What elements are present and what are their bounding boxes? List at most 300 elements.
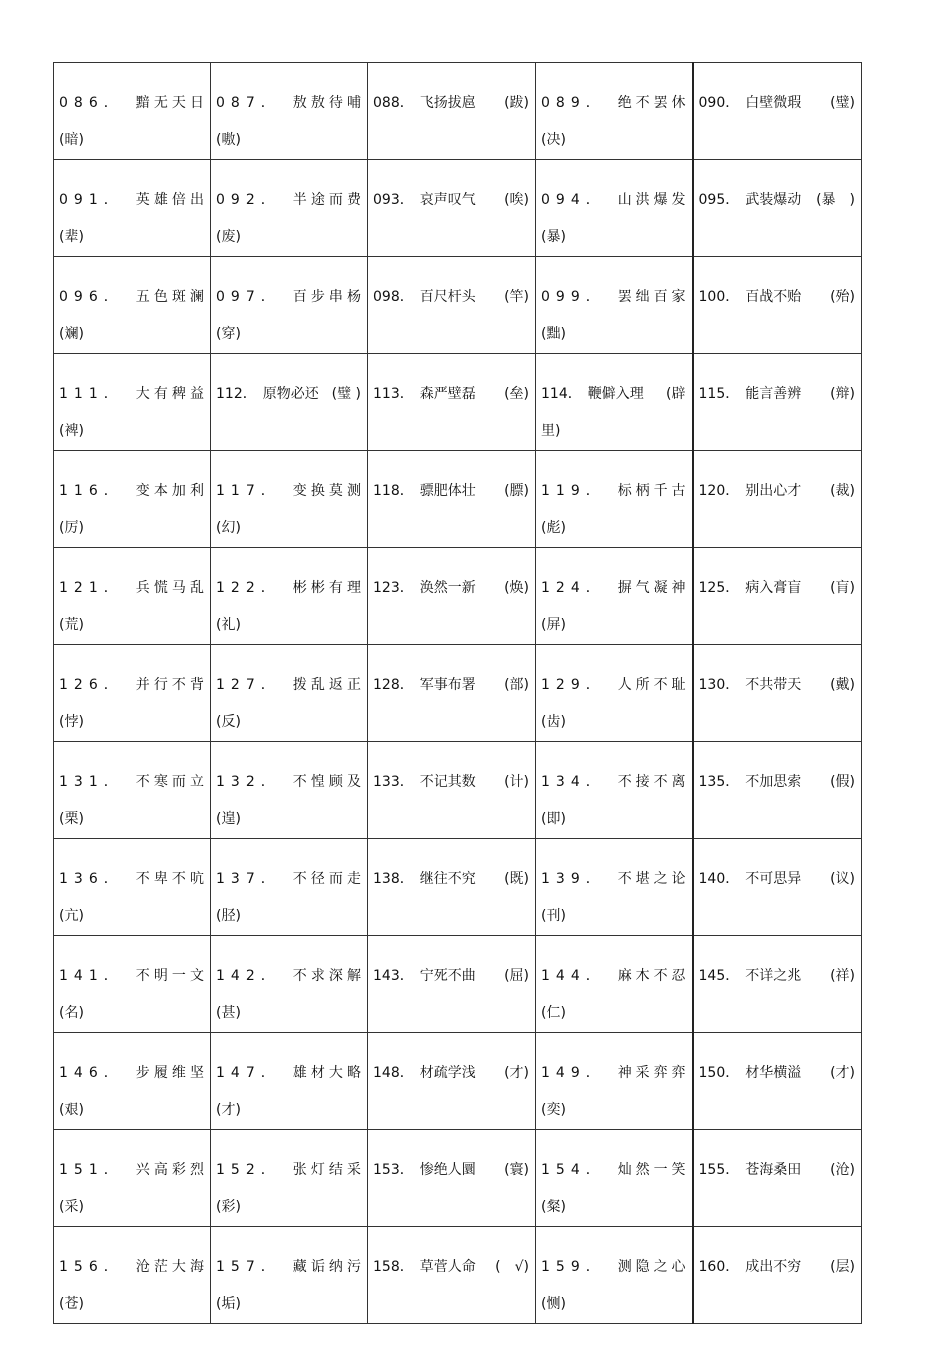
entry-number: 112． — [216, 386, 257, 402]
idiom-text: 森严壁磊 — [419, 386, 476, 402]
correct-character-line: 里) — [541, 423, 561, 439]
entry-number: 093． — [373, 192, 414, 208]
idiom-cell — [211, 257, 368, 354]
correct-character-line: (亢) — [59, 908, 84, 924]
entry-first-line — [541, 1249, 686, 1286]
entry-first-line — [216, 667, 361, 704]
correct-character-line: (废) — [216, 229, 241, 245]
idiom-text: 兵慌马乱 — [135, 580, 204, 596]
entry-first-line — [699, 958, 856, 995]
idiom-text: 成出不穷 — [745, 1259, 802, 1275]
idiom-cell — [368, 354, 536, 451]
correct-character-line: (幻) — [216, 520, 241, 536]
entry-number: 138． — [373, 871, 414, 887]
idiom-entry — [368, 1033, 535, 1092]
entry-first-line — [373, 85, 529, 122]
idiom-entry — [211, 160, 367, 256]
idiom-entry — [211, 1227, 367, 1323]
entry-number: 153． — [373, 1162, 414, 1178]
entry-first-line — [373, 376, 529, 413]
idiom-entry — [536, 63, 692, 159]
entry-first-line — [373, 861, 529, 898]
entry-number: 122． — [216, 580, 281, 596]
entry-first-line — [59, 861, 204, 898]
entry-first-line — [216, 570, 361, 607]
idiom-cell — [368, 160, 536, 257]
idiom-cell — [211, 839, 368, 936]
idiom-entry — [211, 1033, 367, 1129]
entry-number: 145． — [698, 968, 740, 984]
entry-number: 097． — [216, 289, 281, 305]
idiom-entry — [536, 354, 692, 450]
idiom-cell — [368, 742, 536, 839]
correct-character-line: (遑) — [216, 811, 241, 827]
idiom-entry — [694, 1130, 862, 1189]
idiom-text: 白壁微瑕 — [745, 95, 802, 111]
entry-number: 141． — [59, 968, 124, 984]
table-row — [54, 936, 862, 1033]
idiom-cell — [693, 451, 862, 548]
idiom-entry — [211, 1130, 367, 1226]
idiom-cell — [536, 1227, 693, 1324]
idiom-entry — [536, 645, 692, 741]
idiom-text: 鞭僻入理 — [587, 386, 644, 402]
idiom-entry — [694, 548, 862, 607]
idiom-text: 绝不罢休 — [617, 95, 686, 111]
correct-character: (才) — [504, 1065, 529, 1081]
idiom-text: 五色斑澜 — [135, 289, 204, 305]
idiom-text: 不惶顾及 — [292, 774, 361, 790]
entry-number: 118． — [373, 483, 414, 499]
correct-character: (屈) — [504, 968, 529, 984]
idiom-cell — [54, 63, 211, 160]
entry-number: 126． — [59, 677, 124, 693]
idiom-entry — [54, 1227, 210, 1323]
entry-first-line — [216, 376, 361, 413]
entry-first-line — [541, 958, 686, 995]
idiom-entry — [694, 257, 862, 316]
idiom-entry — [536, 1227, 692, 1323]
entry-number: 123． — [373, 580, 414, 596]
idiom-entry — [694, 1033, 862, 1092]
entry-number: 128． — [373, 677, 414, 693]
idiom-entry — [211, 451, 367, 547]
entry-first-line — [216, 279, 361, 316]
correct-character: (既) — [504, 871, 529, 887]
idiom-text: 百战不贻 — [745, 289, 802, 305]
entry-first-line — [216, 1249, 361, 1286]
idiom-text: 兴高彩烈 — [135, 1162, 204, 1178]
idiom-cell — [211, 354, 368, 451]
entry-first-line — [216, 473, 361, 510]
correct-character-line: (采) — [59, 1199, 84, 1215]
entry-first-line — [699, 764, 856, 801]
entry-first-line — [541, 376, 686, 413]
idiom-cell — [536, 160, 693, 257]
idiom-entry — [694, 1227, 862, 1286]
idiom-text: 不接不离 — [617, 774, 686, 790]
entry-first-line — [699, 861, 856, 898]
entry-number: 089． — [541, 95, 606, 111]
correct-character: (辟 — [666, 386, 686, 402]
idiom-correction-sheet — [53, 62, 861, 1324]
entry-number: 155． — [698, 1162, 740, 1178]
entry-first-line — [699, 279, 856, 316]
correct-character-line: (礼) — [216, 617, 241, 633]
correct-character-line: (彪) — [541, 520, 566, 536]
entry-number: 125． — [698, 580, 740, 596]
correct-character-line: (粲) — [541, 1199, 566, 1215]
entry-number: 156． — [59, 1259, 124, 1275]
entry-first-line — [59, 279, 204, 316]
entry-number: 137． — [216, 871, 281, 887]
entry-first-line — [541, 570, 686, 607]
idiom-cell — [368, 936, 536, 1033]
idiom-entry — [368, 63, 535, 122]
idiom-entry — [368, 257, 535, 316]
idiom-cell — [693, 1227, 862, 1324]
entry-first-line — [541, 861, 686, 898]
idiom-entry — [368, 1130, 535, 1189]
idiom-entry — [536, 936, 692, 1032]
idiom-text: 测隐之心 — [617, 1259, 686, 1275]
idiom-cell — [693, 1130, 862, 1227]
entry-number: 150． — [698, 1065, 740, 1081]
idiom-cell — [368, 645, 536, 742]
idiom-cell — [536, 257, 693, 354]
idiom-cell — [54, 1227, 211, 1324]
idiom-text: 张灯结采 — [292, 1162, 361, 1178]
idiom-text: 不卑不吭 — [135, 871, 204, 887]
correct-character-line: (胫) — [216, 908, 241, 924]
entry-first-line — [59, 85, 204, 122]
idiom-cell — [54, 1033, 211, 1130]
idiom-entry — [54, 936, 210, 1032]
correct-character-line: (嗷) — [216, 132, 241, 148]
correct-character-line: (斓) — [59, 326, 84, 342]
idiom-text: 哀声叹气 — [419, 192, 476, 208]
entry-first-line — [216, 85, 361, 122]
idiom-entry — [694, 645, 862, 704]
entry-number: 157． — [216, 1259, 281, 1275]
idiom-text: 材疏学浅 — [419, 1065, 476, 1081]
idiom-entry — [54, 839, 210, 935]
entry-first-line — [59, 958, 204, 995]
entry-number: 119． — [541, 483, 606, 499]
idiom-cell — [54, 936, 211, 1033]
idiom-text: 百尺杆头 — [419, 289, 476, 305]
idiom-entry — [536, 1130, 692, 1226]
entry-number: 099． — [541, 289, 606, 305]
idiom-text: 苍海桑田 — [745, 1162, 802, 1178]
correct-character: (层) — [830, 1259, 855, 1275]
idiom-cell — [211, 160, 368, 257]
entry-first-line — [541, 85, 686, 122]
entry-number: 158． — [373, 1259, 414, 1275]
correct-character: ( √) — [495, 1259, 529, 1275]
idiom-cell — [693, 257, 862, 354]
entry-first-line — [59, 570, 204, 607]
entry-first-line — [216, 1055, 361, 1092]
idiom-cell — [536, 742, 693, 839]
entry-number: 149． — [541, 1065, 606, 1081]
idiom-text: 摒气凝神 — [617, 580, 686, 596]
entry-number: 095． — [698, 192, 740, 208]
correct-character: (跋) — [504, 95, 529, 111]
correct-character-line: (悖) — [59, 714, 84, 730]
entry-first-line — [59, 182, 204, 219]
idiom-cell — [211, 742, 368, 839]
correct-character-line: (甚) — [216, 1005, 241, 1021]
idiom-cell — [693, 548, 862, 645]
idiom-cell — [693, 1033, 862, 1130]
idiom-cell — [693, 839, 862, 936]
idiom-text: 别出心才 — [745, 483, 802, 499]
entry-first-line — [699, 182, 856, 219]
entry-number: 087． — [216, 95, 281, 111]
idiom-text: 变本加利 — [135, 483, 204, 499]
idiom-text: 不可思异 — [745, 871, 802, 887]
idiom-entry — [211, 548, 367, 644]
correct-character-line: (垢) — [216, 1296, 241, 1312]
entry-number: 154． — [541, 1162, 606, 1178]
idiom-cell — [693, 63, 862, 160]
entry-number: 129． — [541, 677, 606, 693]
idiom-cell — [211, 1227, 368, 1324]
entry-number: 091． — [59, 192, 124, 208]
idiom-text: 大有稗益 — [135, 386, 204, 402]
entry-number: 135． — [698, 774, 740, 790]
idiom-entry — [536, 257, 692, 353]
entry-number: 148． — [373, 1065, 414, 1081]
idiom-text: 半途而费 — [292, 192, 361, 208]
idiom-text: 继往不究 — [419, 871, 476, 887]
idiom-cell — [368, 548, 536, 645]
idiom-table-body — [54, 63, 862, 1324]
correct-character-line: (彩) — [216, 1199, 241, 1215]
entry-first-line — [373, 473, 529, 510]
entry-first-line — [699, 1055, 856, 1092]
correct-character: (唉) — [504, 192, 529, 208]
idiom-text: 军事布署 — [419, 677, 476, 693]
correct-character-line: (荒) — [59, 617, 84, 633]
correct-character-line: (黜) — [541, 326, 566, 342]
idiom-cell — [368, 63, 536, 160]
entry-number: 139． — [541, 871, 606, 887]
idiom-entry — [211, 645, 367, 741]
entry-first-line — [699, 1152, 856, 1189]
correct-character: (璧 ) — [331, 386, 361, 402]
correct-character-line: (裨) — [59, 423, 84, 439]
idiom-text: 变换莫测 — [292, 483, 361, 499]
idiom-entry — [536, 742, 692, 838]
idiom-cell — [54, 257, 211, 354]
idiom-text: 涣然一新 — [419, 580, 476, 596]
idiom-cell — [536, 1130, 693, 1227]
entry-first-line — [541, 764, 686, 801]
entry-number: 147． — [216, 1065, 281, 1081]
idiom-entry — [54, 257, 210, 353]
entry-first-line — [59, 1152, 204, 1189]
table-row — [54, 742, 862, 839]
entry-first-line — [59, 1055, 204, 1092]
correct-character: (部) — [504, 677, 529, 693]
entry-first-line — [373, 570, 529, 607]
entry-first-line — [373, 667, 529, 704]
idiom-entry — [694, 936, 862, 995]
table-row — [54, 451, 862, 548]
idiom-cell — [211, 548, 368, 645]
entry-first-line — [373, 958, 529, 995]
entry-first-line — [373, 279, 529, 316]
correct-character: (暴 ) — [816, 192, 855, 208]
idiom-cell — [536, 839, 693, 936]
idiom-text: 不寒而立 — [135, 774, 204, 790]
entry-first-line — [699, 85, 856, 122]
idiom-cell — [693, 354, 862, 451]
idiom-entry — [368, 451, 535, 510]
entry-number: 113． — [373, 386, 414, 402]
idiom-cell — [54, 742, 211, 839]
idiom-entry — [54, 1033, 210, 1129]
idiom-text: 惨绝人圜 — [419, 1162, 476, 1178]
correct-character: (璧) — [830, 95, 855, 111]
entry-number: 086． — [59, 95, 124, 111]
idiom-entry — [368, 742, 535, 801]
entry-number: 132． — [216, 774, 281, 790]
idiom-entry — [211, 354, 367, 413]
entry-number: 144． — [541, 968, 606, 984]
correct-character: (才) — [830, 1065, 855, 1081]
entry-number: 136． — [59, 871, 124, 887]
correct-character-line: (仁) — [541, 1005, 566, 1021]
entry-number: 098． — [373, 289, 414, 305]
entry-first-line — [541, 473, 686, 510]
idiom-entry — [211, 936, 367, 1032]
entry-first-line — [373, 1249, 529, 1286]
idiom-entry — [694, 839, 862, 898]
table-row — [54, 645, 862, 742]
idiom-text: 不求深解 — [292, 968, 361, 984]
idiom-cell — [54, 548, 211, 645]
idiom-entry — [368, 160, 535, 219]
entry-first-line — [699, 570, 856, 607]
correct-character-line: (齿) — [541, 714, 566, 730]
entry-first-line — [59, 1249, 204, 1286]
entry-first-line — [373, 1055, 529, 1092]
entry-first-line — [59, 764, 204, 801]
idiom-cell — [54, 354, 211, 451]
idiom-cell — [54, 839, 211, 936]
entry-first-line — [216, 182, 361, 219]
correct-character-line: (奕) — [541, 1102, 566, 1118]
idiom-entry — [368, 354, 535, 413]
correct-character-line: (艰) — [59, 1102, 84, 1118]
idiom-entry — [368, 839, 535, 898]
idiom-entry — [368, 936, 535, 995]
idiom-cell — [536, 548, 693, 645]
idiom-entry — [54, 63, 210, 159]
idiom-table — [53, 62, 862, 1324]
idiom-text: 不详之兆 — [745, 968, 802, 984]
idiom-entry — [368, 645, 535, 704]
entry-number: 159． — [541, 1259, 606, 1275]
entry-first-line — [216, 764, 361, 801]
entry-first-line — [216, 958, 361, 995]
table-row — [54, 1130, 862, 1227]
correct-character: (膘) — [504, 483, 529, 499]
entry-first-line — [373, 182, 529, 219]
correct-character: (裁) — [830, 483, 855, 499]
correct-character: (沧) — [830, 1162, 855, 1178]
entry-first-line — [541, 279, 686, 316]
idiom-entry — [536, 548, 692, 644]
idiom-entry — [54, 354, 210, 450]
idiom-cell — [211, 1033, 368, 1130]
idiom-text: 山洪爆发 — [617, 192, 686, 208]
correct-character: (辩) — [830, 386, 855, 402]
correct-character-line: (辈) — [59, 229, 84, 245]
entry-number: 127． — [216, 677, 281, 693]
entry-number: 152． — [216, 1162, 281, 1178]
idiom-text: 不堪之论 — [617, 871, 686, 887]
idiom-cell — [693, 160, 862, 257]
entry-first-line — [699, 1249, 856, 1286]
idiom-cell — [693, 742, 862, 839]
entry-number: 092． — [216, 192, 281, 208]
idiom-entry — [694, 63, 862, 122]
idiom-entry — [368, 548, 535, 607]
entry-first-line — [373, 764, 529, 801]
entry-number: 121． — [59, 580, 124, 596]
correct-character-line: (穿) — [216, 326, 241, 342]
table-row — [54, 548, 862, 645]
correct-character-line: (暗) — [59, 132, 84, 148]
table-row — [54, 63, 862, 160]
idiom-cell — [368, 1033, 536, 1130]
idiom-cell — [693, 936, 862, 1033]
idiom-cell — [54, 451, 211, 548]
idiom-text: 步履维坚 — [135, 1065, 204, 1081]
idiom-entry — [694, 742, 862, 801]
correct-character-line: (恻) — [541, 1296, 566, 1312]
idiom-entry — [694, 354, 862, 413]
idiom-text: 不径而走 — [292, 871, 361, 887]
entry-number: 130． — [698, 677, 740, 693]
correct-character: (垒) — [504, 386, 529, 402]
entry-first-line — [59, 667, 204, 704]
idiom-text: 宁死不曲 — [419, 968, 476, 984]
idiom-text: 藏诟纳污 — [292, 1259, 361, 1275]
idiom-entry — [54, 451, 210, 547]
correct-character: (假) — [830, 774, 855, 790]
idiom-text: 病入膏盲 — [745, 580, 802, 596]
correct-character: (肓) — [830, 580, 855, 596]
idiom-entry — [694, 451, 862, 510]
entry-first-line — [541, 1152, 686, 1189]
correct-character-line: (名) — [59, 1005, 84, 1021]
idiom-text: 原物必还 — [262, 386, 319, 402]
correct-character: (议) — [830, 871, 855, 887]
idiom-entry — [694, 160, 862, 219]
correct-character: (寰) — [504, 1162, 529, 1178]
idiom-text: 彬彬有理 — [292, 580, 361, 596]
idiom-entry — [211, 742, 367, 838]
idiom-entry — [211, 63, 367, 159]
correct-character-line: (才) — [216, 1102, 241, 1118]
correct-character-line: (决) — [541, 132, 566, 148]
idiom-cell — [54, 160, 211, 257]
